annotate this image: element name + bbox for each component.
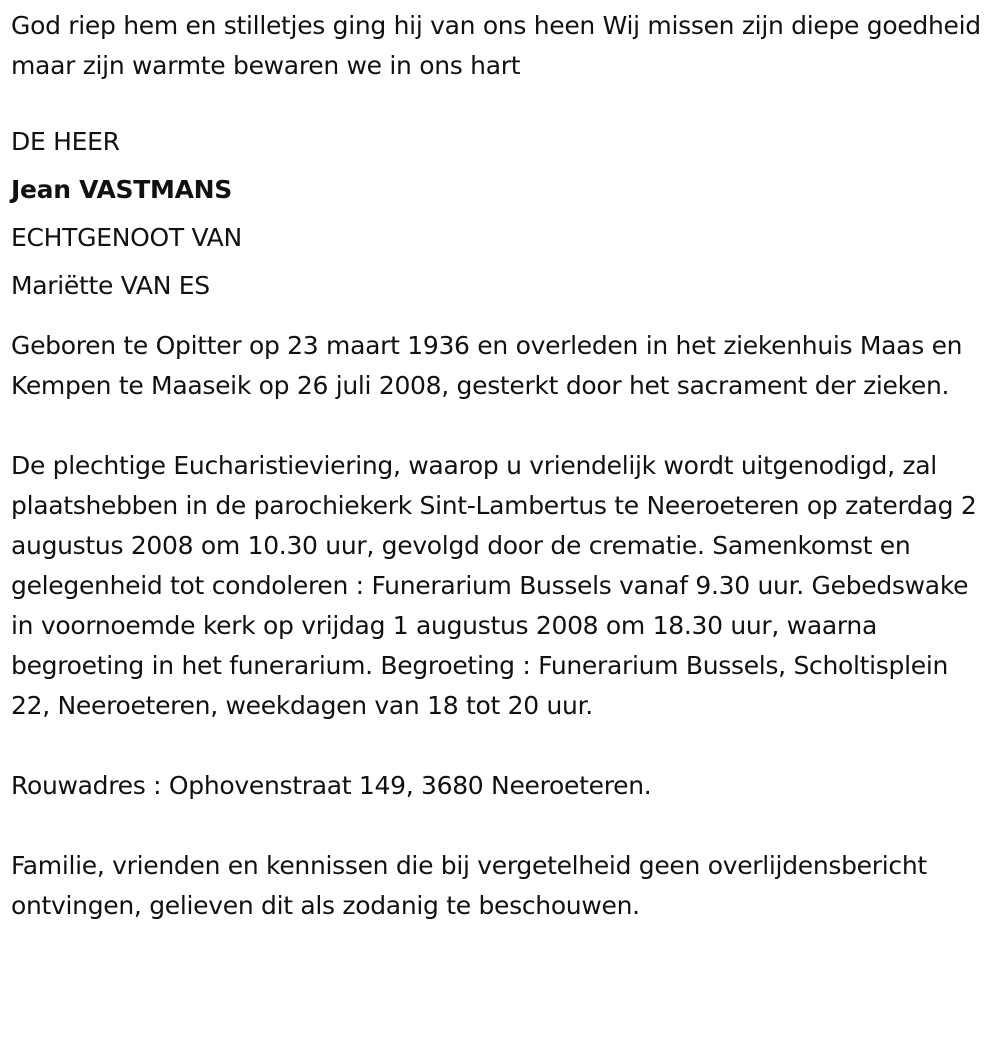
relation-text: ECHTGENOOT VAN [11,223,242,252]
address-paragraph: Rouwadres : Ophovenstraat 149, 3680 Neeroeteren. [11,771,652,800]
deceased-header [11,118,991,310]
title-text: DE HEER [11,127,120,156]
ceremony-paragraph: De plechtige Eucharistieviering, waarop u vriendelijk wordt uitgenodigd, zal plaatshebben in de parochiekerk Sint-Lambertus te Neeroeteren op zaterdag 2 augustus 2008 om 10.30 uur, gevolgd door de crematie. Samenkomst en gelegenheid tot condoleren : Funerarium Bussels vanaf 9.30 uur. Gebedswake in voornoemde kerk op vrijdag 1 augustus 2008 om 18.30 uur, waarna begroeting in het funerarium. Begroeting : Funerarium Bussels, Scholtisplein 22, Neeroeteren, weekdagen van 18 tot 20 uur. [11,451,977,720]
deceased-name: Jean VASTMANS [11,175,232,204]
closing-paragraph: Familie, vrienden en kennissen die bij vergetelheid geen overlijdensbericht ontvingen, gelieven dit als zodanig te beschouwen. [11,851,927,920]
opening-quote: God riep hem en stilletjes ging hij van ons heen Wij missen zijn diepe goedheid maar zijn warmte bewaren we in ons hart [11,11,981,80]
obituary-document [11,6,991,926]
birth-death-paragraph: Geboren te Opitter op 23 maart 1936 en overleden in het ziekenhuis Maas en Kempen te Maaseik op 26 juli 2008, gesterkt door het sacrament der zieken. [11,331,963,400]
spouse-name: Mariëtte VAN ES [11,271,210,300]
